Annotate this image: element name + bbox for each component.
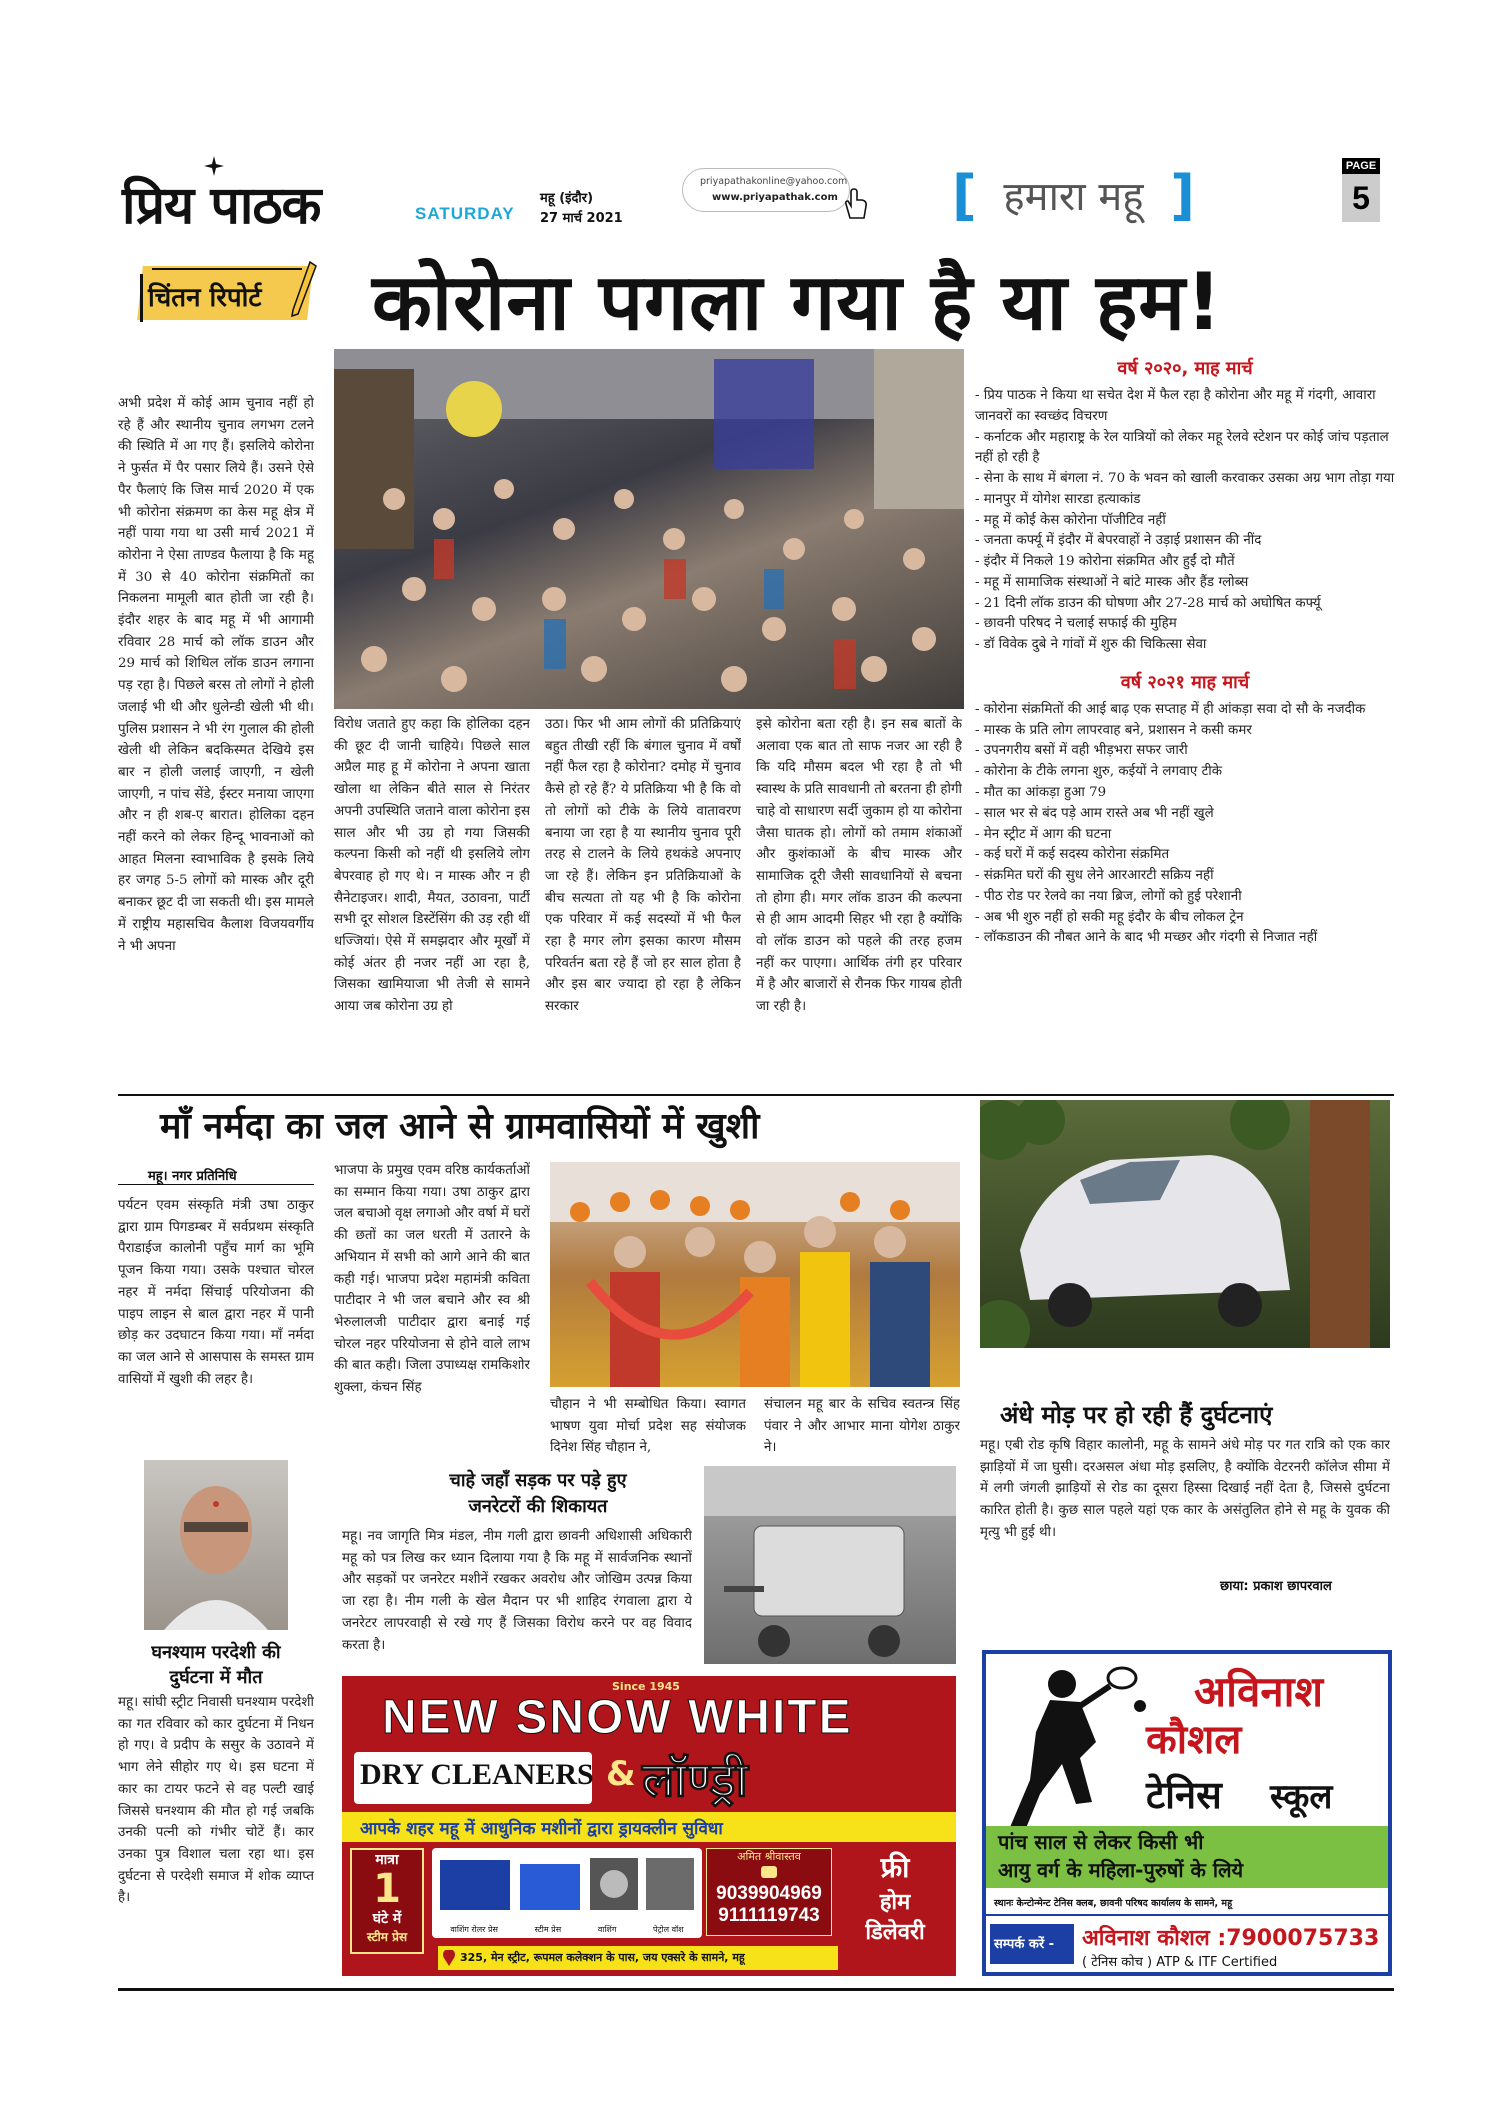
- page-number-box: [1342, 158, 1380, 226]
- section-title: [952, 160, 1195, 227]
- offer-line-1: पांच साल से लेकर किसी भी: [998, 1830, 1204, 1854]
- bottom-rule: [118, 1988, 1394, 1991]
- pencil-icon: [290, 260, 318, 318]
- timeline-2021-item: - पीठ रोड पर रेलवे का नया ब्रिज, लोगों को हुई परेशानी: [975, 888, 1242, 904]
- timeline-2021-item: - अब भी शुरु नहीं हो सकी महू इंदौर के बीच लोकल ट्रेन: [975, 909, 1244, 925]
- phone-icon: [759, 1865, 779, 1879]
- timeline-2021-item: - कोरोना के टीके लगना शुरु, कईयों ने लगवाए टीके: [975, 764, 1223, 780]
- narmada-headline: माँ नर्मदा का जल आने से ग्रामवासियों में खुशी: [160, 1106, 760, 1147]
- delivery-label: डिलेवरी: [865, 1920, 925, 1945]
- story-column-3: उठा। फिर भी आम लोगों की प्रतिक्रियाएं बहुत तीखी रहीं कि बंगाल चुनाव में वर्षों नहीं फैल रहा है कोरोना? दमोह में चुनाव कैसे हो रहे हैं? ये प्रतिक्रिया भी है कि वो तो लोगों को टीके के लिये वातावरण बनाया जा रहा है या स्थानीय चुनाव पूरी तरह से टालने के लिये हथकंडे अपनाए जा रहे हैं। लेकिन इन प्रतिक्रियाओं के बीच सत्यता तो यह भी है कि कोरोना एक परिवार में कई सदस्यों में भी फैल रहा है मगर लोग इसका कारण मौसम परिवर्तन बता रहे हैं जो हर साल होता है और इस बार ज्यादा हो रहा है लेकिन सरकार: [545, 717, 741, 1015]
- timeline-2020-item: - सेना के साथ में बंगला नं. 70 के भवन को खाली करवाकर उसका अग्र भाग तोड़ा गया: [975, 471, 1395, 487]
- steam-press-label: स्टीम प्रेस: [366, 1930, 408, 1944]
- accident-headline: अंधे मोड़ पर हो रही हैं दुर्घटनाएं: [1000, 1401, 1273, 1429]
- car-crash-illustration: [980, 1100, 1390, 1348]
- free-label: फ्री: [880, 1851, 910, 1884]
- narmada-column-3: चौहान ने भी सम्बोधित किया। स्वागत भाषण युवा मोर्चा प्रदेश सह संयोजक दिनेश सिंह चौहान ने,: [550, 1397, 746, 1456]
- narmada-byline: महू। नगर प्रतिनिधि: [148, 1169, 237, 1184]
- machine-label: वाशिंग: [597, 1925, 617, 1934]
- timeline-2020-list: [975, 386, 1395, 656]
- crowd-photo: [334, 349, 964, 709]
- portrait-illustration: [144, 1460, 288, 1630]
- weekday: SATURDAY: [415, 204, 515, 223]
- obituary-headline-2: दुर्घटना में मौत: [169, 1667, 263, 1688]
- machine-label: पेट्रोल वॉश: [653, 1925, 684, 1934]
- timeline-2020-item: - इंदौर में निकले 19 कोरोना संक्रमित और हुईं दो मौतें: [975, 554, 1235, 570]
- venue-text: स्थानः केन्टोन्मेन्ट टेनिस क्लब, छावनी परिषद कार्यालय के सामने, महू: [994, 1898, 1233, 1909]
- timeline-2020-item: - मानपुर में योगेश सारडा हत्याकांड: [975, 491, 1141, 507]
- contact-number[interactable]: अविनाश कौशल :7900075733: [1082, 1926, 1380, 1951]
- narmada-column-2: भाजपा के प्रमुख एवम वरिष्ठ कार्यकर्ताओं का सम्मान किया गया। उषा ठाकुर द्वारा जल बचाओ वृक्ष लगाओ और वर्षा में घरों की छतों का जल धरती में उतारने के अभियान में सभी को आगे आने की बात कही गई। भाजपा प्रदेश महामंत्री कविता पाटीदार ने भी जल बचाने और स्व श्री भेरुलालजी पाटीदार द्वारा बनाई गई चोरल नहर परियोजना से होने वाले लाभ की बात कही। जिला उपाध्यक्ष रामकिशोर शुक्ला, कंचन सिंह: [334, 1163, 530, 1396]
- website-link[interactable]: www.priyapathak.com: [712, 192, 838, 203]
- newspaper-logo: [122, 168, 320, 239]
- tennis-player-icon: [1000, 1662, 1150, 1852]
- section-title-text: हमारा महू: [1003, 174, 1144, 220]
- location-pin-icon: [442, 1950, 456, 1966]
- timeline-2021-item: - कई घरों में कई सदस्य कोरोना संक्रमित: [975, 847, 1170, 863]
- narmada-column-4: संचालन महू बार के सचिव स्वतन्त्र सिंह पंवार ने और आभार माना योगेश ठाकुर ने।: [764, 1397, 960, 1456]
- generator-headline-2: जनरेटरों की शिकायत: [468, 1496, 608, 1517]
- machines-illustration: [432, 1848, 702, 1920]
- timeline-2020-item: - डॉ विवेक दुबे ने गांवों में शुरु की चिकित्सा सेवा: [975, 637, 1207, 653]
- timeline-2021-list: [975, 700, 1395, 949]
- crowd-illustration: [334, 349, 964, 709]
- kicker-label: चिंतन रिपोर्ट: [148, 283, 262, 313]
- obituary-headline-1: घनश्याम परदेशी की: [151, 1642, 281, 1663]
- laundry-tagline: आपके शहर महू में आधुनिक मशीनों द्वारा ड्रायक्लीन सुविधा: [360, 1819, 723, 1839]
- timeline-2020-item: - जनता कर्फ्यू में इंदौर में बेपरवाहों ने उड़ाई प्रशासन की नींद: [975, 533, 1262, 549]
- story-column-1: अभी प्रदेश में कोई आम चुनाव नहीं हो रहे हैं और स्थानीय चुनाव लगभग टलने की स्थिति में आ गए हैं। इसलिये कोरोना ने फुर्सत में पैर पसार लिये हैं। उसने ऐसे पैर फैलाएं कि जिस मार्च 2020 में एक भी कोरोना संक्रमण का केस महू क्षेत्र में नहीं पाया गया था उसी मार्च 2021 में कोरोना ने ऐसा ताण्डव फैलाया है कि महू में 30 से 40 कोरोना संक्रमितों का निकलना मामूली बात होती जा रही है। इंदौर शहर के बाद महू में भी आगामी रविवार 28 मार्च को लॉक डाउन और 29 मार्च को शिथिल लॉक डाउन लगाना पड़ रहा है। पिछले बरस तो लोगों ने होली जलाई भी थी और धुलेन्डी खेली भी थी। पुलिस प्रशासन ने भी रंग गुलाल की होली खेली थी लेकिन बदकिस्मत देखिये इस बार न होली जलाई जाएगी, न खेली जाएगी, न पांच सेंडे, ईस्टर मनाया जाएगा और न ही शब-ए बारात। होलिका दहन नहीं करने को लेकर हिन्दू भावनाओं को आहत मिलना स्वाभाविक है इसके लिये हर जगह 5-5 लोगों को मास्क और दूरी बनाकर छूट दी जा सकती थी। इस मामले में राष्ट्रीय महासचिव कैलाश विजयवर्गीय ने भी अपना: [118, 396, 314, 954]
- timeline-2020-item: - छावनी परिषद ने चलाई सफाई की मुहिम: [975, 616, 1177, 632]
- hours-label: घंटे में: [372, 1911, 402, 1927]
- timeline-2021-item: - कोरोना संक्रमितों की आई बाढ़ एक सप्ताह में ही आंकड़ा सवा दो सौ के नजदीक: [975, 701, 1366, 717]
- since-label: Since 1945: [612, 1680, 680, 1693]
- timeline-2021-item: - मास्क के प्रति लोग लापरवाह बने, प्रशासन ने कसी कमर: [975, 722, 1252, 738]
- matra-label: मात्रा: [375, 1852, 399, 1868]
- timeline-2020-item: - महू में कोई केस कोरोना पॉजीटिव नहीं: [975, 512, 1166, 528]
- timeline-2021-item: - संक्रमित घरों की सुध लेने आरआरटी सक्रिय नहीं: [975, 868, 1214, 884]
- timeline-2020-item: - 21 दिनी लॉक डाउन की घोषणा और 27-28 मार्च को अघोषित कर्फ्यू: [975, 595, 1321, 611]
- timeline-box: [975, 356, 1395, 949]
- ampersand: &: [606, 1754, 636, 1794]
- generator-illustration: [704, 1466, 956, 1664]
- timeline-2021-title: वर्ष २०२१ माह मार्च: [1120, 671, 1250, 693]
- story-column-4: इसे कोरोना बता रही है। इन सब बातों के अलावा एक बात तो साफ नजर आ रही है कि यदि मौसम बदल भी रहा है तो भी स्वास्थ के प्रति सावधानी तो बरतना ही होगी चाहे वो साधारण सर्दी जुकाम हो या कोरोना जैसा घातक हो। लोगों को तमाम शंकाओं और कुशंकाओं के बीच मास्क और सामाजिक दूरी जैसी सावधानियों से बचना तो होगा ही। मगर लॉक डाउन की कल्पना से ही आम आदमी सिहर भी रहा है क्योंकि वो लॉक डाउन को पहले की तरह हजम नहीं कर पाएगा। आर्थिक तंगी हर परिवार में है और बाजारों से रौनक फिर गायब होती जा रही है।: [756, 717, 962, 1015]
- main-headline: कोरोना पगला गया है या हम!: [372, 258, 1223, 348]
- dry-cleaners-label: DRY CLEANERS: [360, 1758, 594, 1791]
- generator-photo: [704, 1466, 956, 1664]
- school-word-1: टेनिस: [1146, 1773, 1222, 1817]
- edition-city: महू (इंदौर): [540, 191, 594, 206]
- laundry-word: लॉण्ड्री: [642, 1752, 748, 1808]
- email-link[interactable]: priyapathakonline@yahoo.com: [700, 176, 848, 187]
- machine-label: वाशिंग रोलर प्रेस: [450, 1925, 498, 1934]
- generator-headline-1: चाहे जहाँ सड़क पर पड़े हुए: [449, 1470, 627, 1491]
- story-column-2: विरोध जताते हुए कहा कि होलिका दहन की छूट दी जानी चाहिये। पिछले साल अप्रैल माह हू में कोरोना ने अपना खाता खोला था लेकिन बीते साल से निरंतर अपनी उपस्थिति जताने वाला कोरोना इस साल और भी उग्र हो गया जिसकी कल्पना किसी को नहीं थी इसलिये लोग बेपरवाह हो गए थे। न मास्क और न ही सैनेटाइजर। शादी, मैयत, उठावना, पार्टी सभी दूर सोशल डिस्टेंसिंग की उड़ रही थीं धज्जियां। ऐसे में समझदार और मूर्खों में कोई अंतर ही नजर नहीं आ रहा है, जिसका खामियाजा भी तेजी से सामने आया जब कोरोना उग्र हो: [334, 717, 530, 1015]
- phone-number-1[interactable]: 9039904969: [716, 1883, 822, 1904]
- contact-label: सम्पर्क करें -: [994, 1937, 1055, 1952]
- laundry-brand: NEW SNOW WHITE: [382, 1691, 853, 1744]
- generator-text: महू। नव जागृति मित्र मंडल, नीम गली द्वारा छावनी अधिशासी अधिकारी महू को पत्र लिख कर ध्यान दिलाया गया है कि महू में सार्वजनिक स्थानों और सड़कों पर जनरेटर मशीनें रखकर अवरोध और जोखिम उत्पन्न किया जा रहा है। नीम गली के खेल मैदान पर भी शाहिद रंगवाला द्वारा ये जनरेटर लापरवाही से रखे गए हैं जिसका विरोध करने पर वह विवाद करता है।: [342, 1529, 692, 1653]
- page-number: 5: [1342, 174, 1380, 222]
- coach-first-name: अविनाश: [1194, 1667, 1324, 1716]
- laundry-address: 325, मेन स्ट्रीट, रूपमल कलेक्शन के पास, जय एक्सरे के सामने, महू: [460, 1951, 745, 1964]
- timeline-2021-item: - मौत का आंकड़ा हुआ 79: [975, 785, 1107, 801]
- timeline-2020-item: - प्रिय पाठक ने किया था सचेत देश में फैल रहा है कोरोना और महू में गंदगी, आवारा जानवरों का स्वच्छंद विचरण: [975, 388, 1376, 424]
- accident-text: महू। एबी रोड कृषि विहार कालोनी, महू के सामने अंधे मोड़ पर गत रात्रि को एक कार झाड़ियों में जा घुसी। दरअसल अंधा मोड़ इसलिए, है क्योंकि वेटरनरी कॉलेज सीमा में में लगी जंगली झाड़ियों से रोड का दूसरा हिस्सा दिखाई नहीं देता है, जिससे दुर्घटना कारित होती है। कुछ साल पहले यहां एक कार के असंतुलित होने से महू के युवक की मृत्यु भी हुई थी।: [980, 1438, 1390, 1540]
- timeline-2021-item: - साल भर से बंद पड़े आम रास्ते अब भी नहीं खुले: [975, 805, 1214, 821]
- obituary-photo: [144, 1460, 288, 1630]
- timeline-2021-item: - उपनगरीय बसों में वही भीड़भरा सफर जारी: [975, 743, 1188, 759]
- timeline-2021-item: - लॉकडाउन की नौबत आने के बाद भी मच्छर और गंदगी से निजात नहीं: [975, 930, 1318, 946]
- edition-date: 27 मार्च 2021: [540, 211, 623, 226]
- divider: [118, 1094, 1394, 1096]
- bracket-left-icon: [: [952, 164, 977, 227]
- kicker-box: [140, 256, 315, 322]
- page-label: PAGE: [1342, 158, 1380, 174]
- owner-name: अमित श्रीवास्तव: [737, 1850, 801, 1863]
- logo-text: प्रिय पाठक: [122, 176, 321, 236]
- hand-pointer-icon: [842, 188, 870, 220]
- coach-last-name: कौशल: [1146, 1717, 1242, 1763]
- machine-label: स्टीम प्रेस: [534, 1925, 562, 1934]
- garland-illustration: [550, 1162, 960, 1387]
- one-hour: 1: [373, 1866, 401, 1912]
- machines-panel: [432, 1848, 702, 1938]
- contact-oval: [682, 168, 850, 212]
- phone-number-2[interactable]: 9111119743: [718, 1905, 820, 1926]
- obituary-text: महू। सांघी स्ट्रीट निवासी घनश्याम परदेशी का गत रविवार को कार दुर्घटना में निधन हो गए। वे प्रदीप के ससुर के उठावने में भाग लेने सीहोर गए थे। इस घटना में कार का टायर फटने से वह पल्टी खाई जिससे घनश्याम की मौत हो गई जबकि उनकी पत्नी को गंभीर चोटें हैं। कार उनका पुत्र विशाल चला रहा था। इस दुर्घटना से परदेशी समाज में शोक व्याप्त है।: [118, 1695, 314, 1906]
- tennis-ad[interactable]: [982, 1650, 1392, 1976]
- sparkle-icon: [204, 156, 224, 176]
- laundry-ad[interactable]: [342, 1676, 956, 1976]
- timeline-2020-item: - कर्नाटक और महाराष्ट्र के रेल यात्रियों को लेकर महू रेलवे स्टेशन पर कोई जांच पड़ताल नहीं हो रही है: [975, 429, 1389, 466]
- bracket-right-icon: ]: [1170, 164, 1195, 227]
- accident-photo: [980, 1100, 1390, 1348]
- timeline-2020-item: - महू में सामाजिक संस्थाओं ने बांटे मास्क और हैंड ग्लोब्स: [975, 574, 1249, 590]
- timeline-2021-item: - मेन स्ट्रीट में आग की घटना: [975, 826, 1112, 842]
- school-word-2: स्कूल: [1270, 1777, 1333, 1817]
- home-label: होम: [879, 1890, 911, 1915]
- photo-credit: छाया: प्रकाश छापरवाल: [1220, 1579, 1332, 1594]
- offer-line-2: आयु वर्ग के महिला-पुरुषों के लिये: [998, 1858, 1244, 1882]
- coach-credential: ( टेनिस कोच ) ATP & ITF Certified: [1082, 1955, 1278, 1970]
- narmada-column-1: पर्यटन एवम संस्कृति मंत्री उषा ठाकुर द्वारा ग्राम पिगडम्बर में सर्वप्रथम संस्कृति पैराडाईज कालोनी पहुँच मार्ग का भूमि पूजन किया गया। उसके पश्चात चोरल नहर में नर्मदा सिंचाई परियोजना की पाइप लाइन से बाल द्वारा नहर में पानी छोड़ कर उदघाटन किया गया। माँ नर्मदा का जल आने से आसपास के समस्त ग्राम वासियों में खुशी की लहर है।: [118, 1198, 314, 1387]
- timeline-2020-title: वर्ष २०२०, माह मार्च: [1117, 358, 1253, 379]
- narmada-photo: [550, 1162, 960, 1387]
